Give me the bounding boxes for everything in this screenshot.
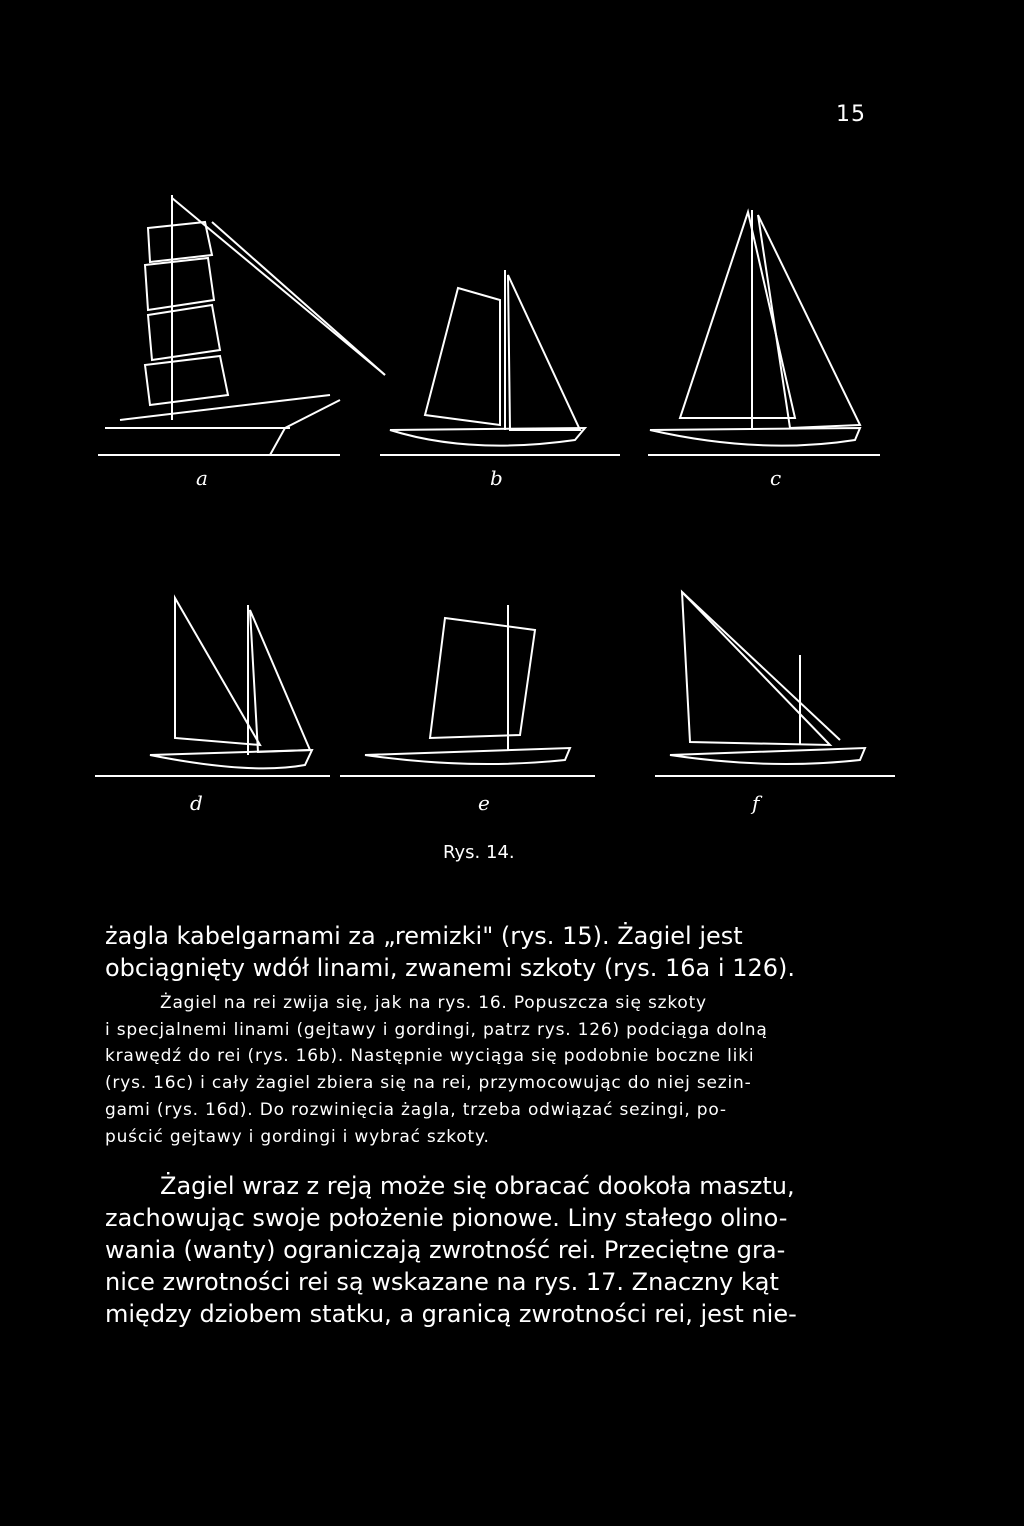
rig-d-drawing [95,598,330,776]
figure-label-e: e [478,791,490,815]
text-line: puścić gejtawy i gordingi i wybrać szkoty. [105,1126,490,1147]
rig-f-drawing [655,592,895,776]
rig-c-drawing [648,210,880,455]
page-number: 15 [836,102,866,127]
figure-label-c: c [770,466,782,490]
text-line: wania (wanty) ograniczają zwrotność rei. Przeciętne gra- [105,1236,786,1264]
figure-caption: Rys. 14. [443,842,515,863]
text-line: nice zwrotności rei są wskazane na rys. 17. Znaczny kąt [105,1268,779,1296]
text-line: żagla kabelgarnami za „remizki" (rys. 15). Żagiel jest [105,922,743,950]
text-line: i specjalnemi linami (gejtawy i gordingi, patrz rys. 126) podciąga dolną [105,1019,768,1040]
figure-label-b: b [490,466,503,490]
rig-b-drawing [380,270,620,455]
paragraph-continuation [105,920,865,984]
rig-e-drawing [340,605,595,776]
text-line: Żagiel na rei zwija się, jak na rys. 16. Popuszcza się szkoty [160,993,707,1013]
text-line: (rys. 16c) i cały żagiel zbiera się na rei, przymocowując do niej sezin- [105,1073,752,1094]
figure-label-f: f [752,791,760,815]
text-line: obciągnięty wdół linami, zwanemi szkoty (rys. 16a i 126). [105,954,795,982]
paragraph-furling [105,990,865,1150]
paragraph-yard-rotation [105,1170,865,1330]
text-line: między dziobem statku, a granicą zwrotności rei, jest nie- [105,1300,797,1328]
text-line: gami (rys. 16d). Do rozwinięcia żagla, trzeba odwiązać sezingi, po- [105,1099,727,1120]
text-line: krawędź do rei (rys. 16b). Następnie wyciąga się podobnie boczne liki [105,1046,755,1067]
text-line: Żagiel wraz z reją może się obracać dookoła masztu, [160,1172,795,1200]
figure-label-d: d [190,791,203,815]
figure-label-a: a [196,466,208,490]
text-line: zachowując swoje położenie pionowe. Liny stałego olino- [105,1204,788,1232]
rig-a-drawing [98,195,385,455]
